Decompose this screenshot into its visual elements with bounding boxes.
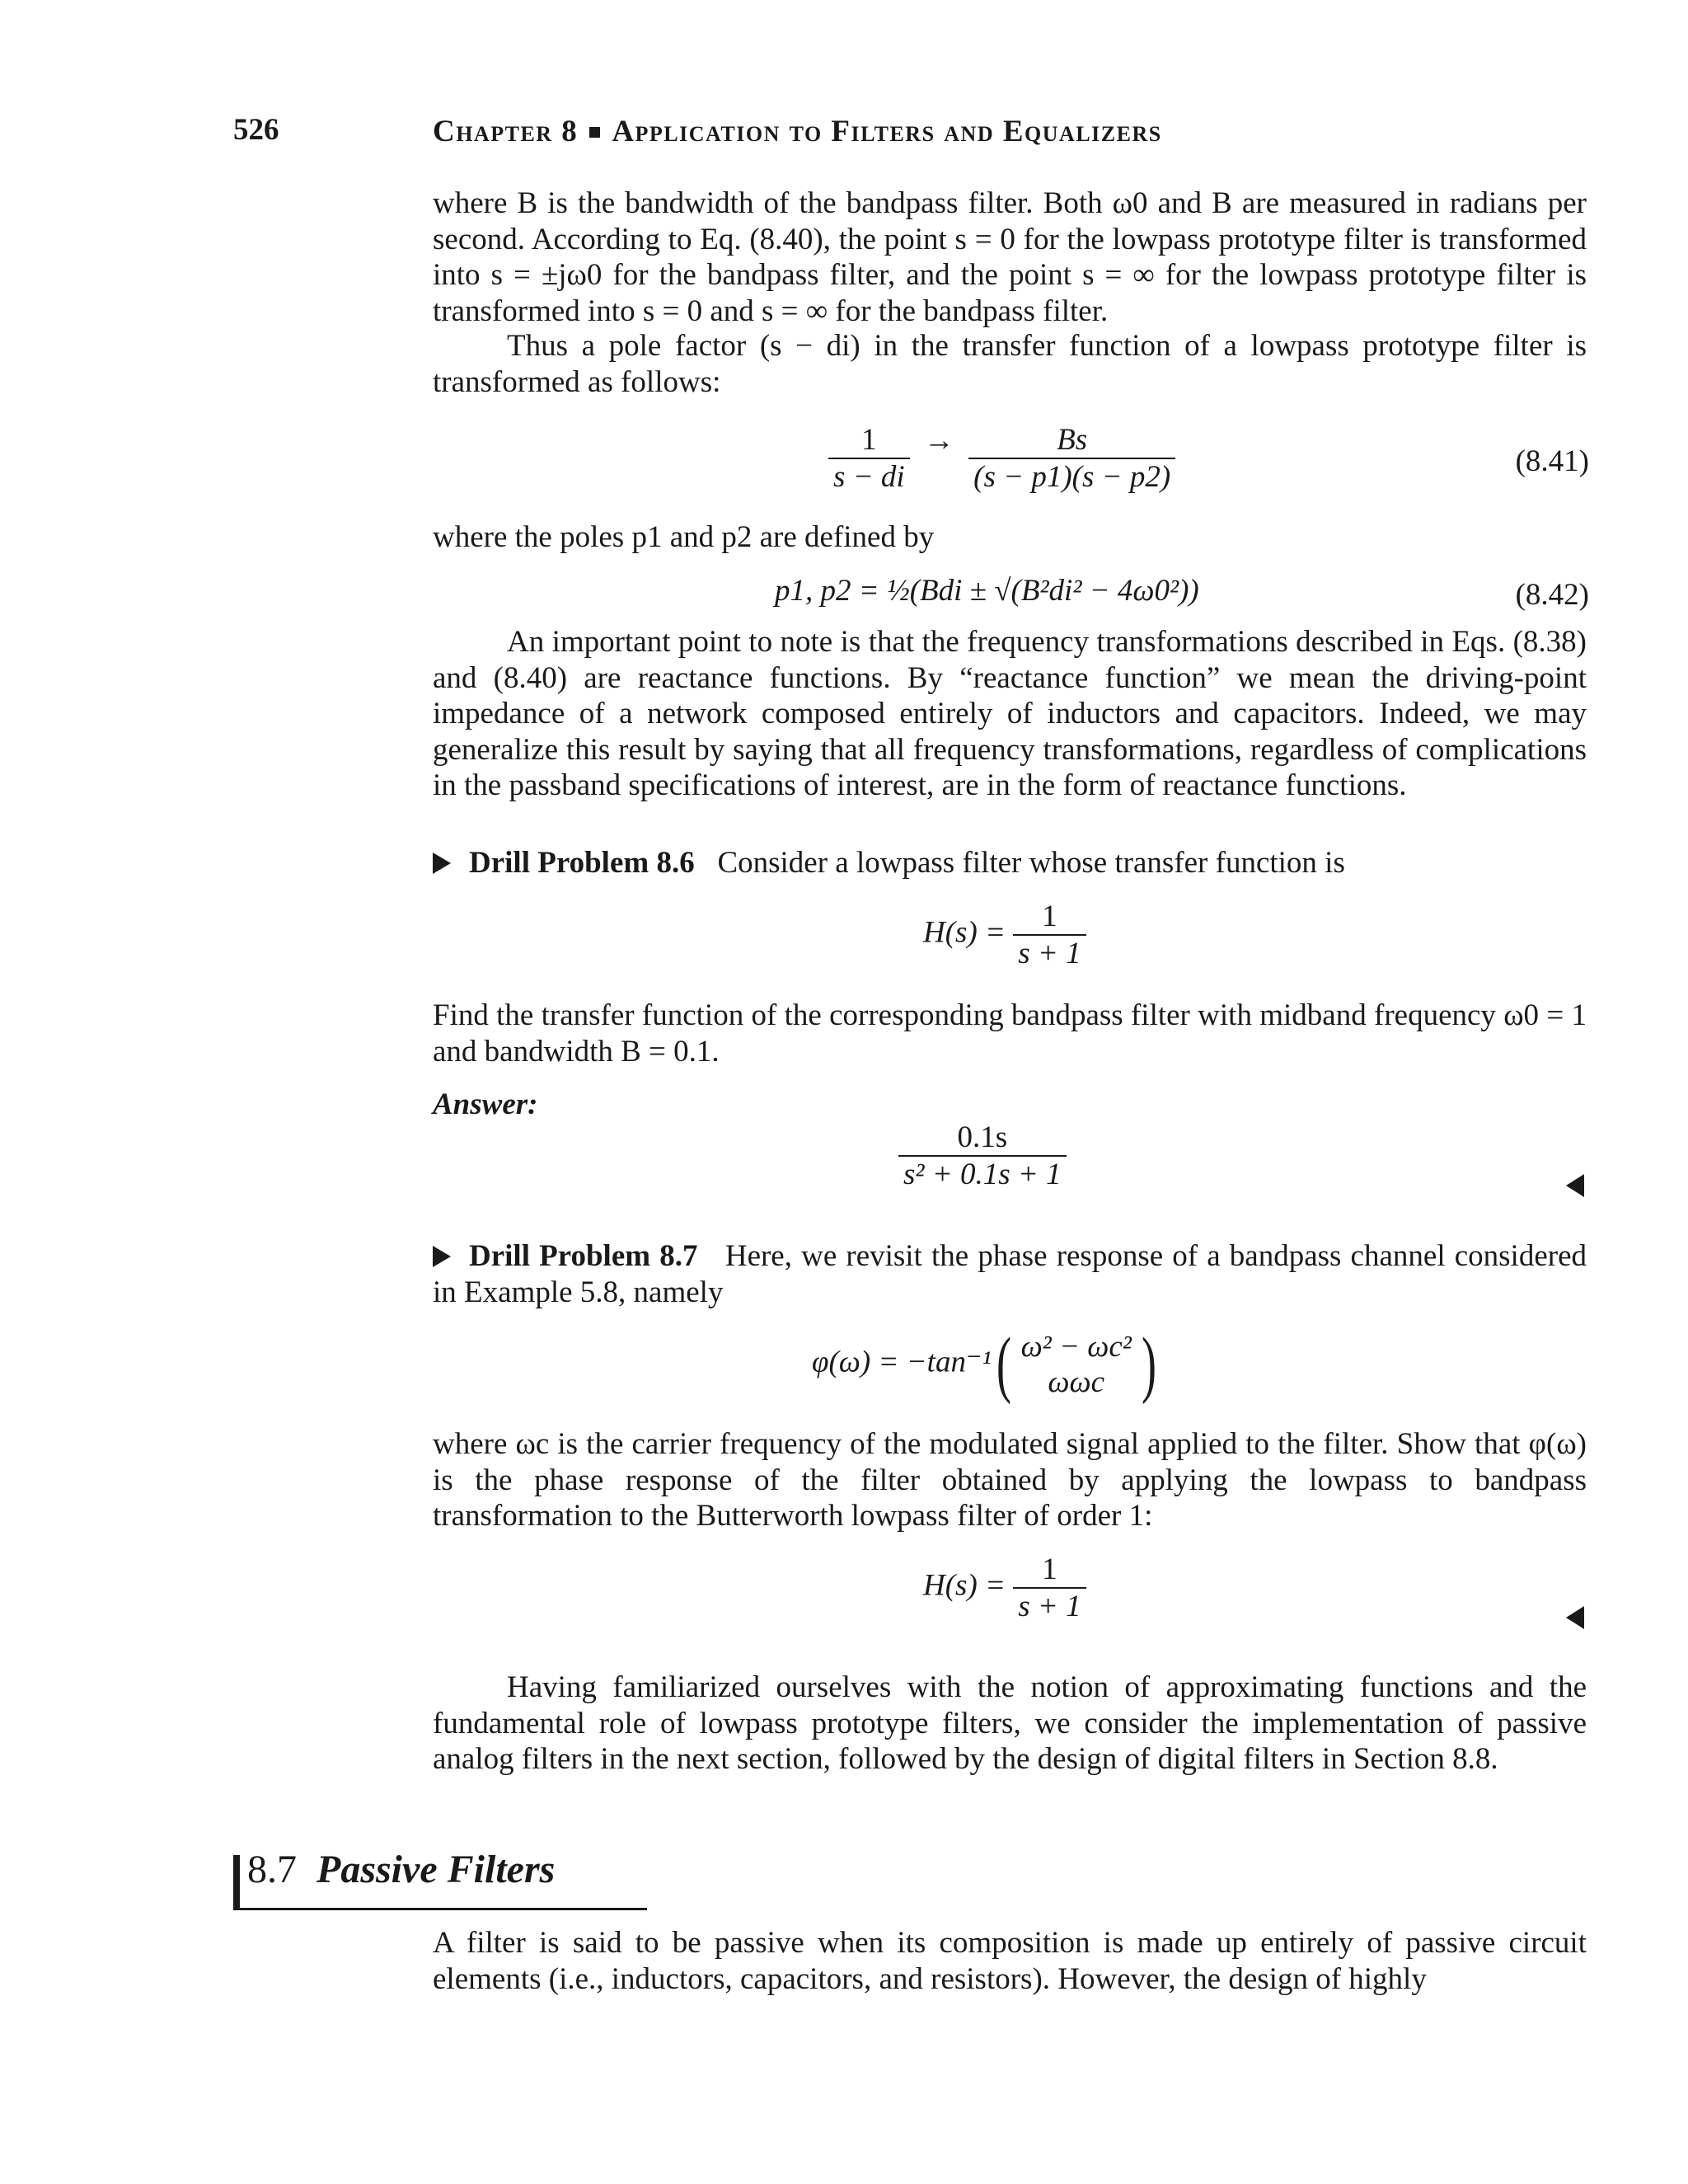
paragraph-poles-defined: where the poles p1 and p2 are defined by [433, 520, 935, 554]
chapter-label: Chapter 8 [433, 115, 579, 148]
equation-8-41: $\frac{1}{s - di}$ → $\frac{Bs}{(s - p1)(s - p2)}$ [828, 422, 1175, 495]
equation-h-s-2: H(s) = $\frac{1}{s + 1}$ [923, 1552, 1086, 1624]
triangle-right-icon [433, 852, 451, 874]
drill-8-6-find: Find the transfer function of the corresponding bandpass filter with midband frequency ω0 = 1 and bandwidth B = 0.1. [433, 998, 1587, 1069]
answer-label: Answer: [433, 1087, 538, 1121]
chapter-title: Application to Filters and Equalizers [612, 115, 1162, 148]
drill-label-8-6: Drill Problem 8.6 [469, 846, 695, 880]
drill-8-7-where: where ωc is the carrier frequency of the modulated signal applied to the filter. Show that φ(ω) is the phase response of the filter obtained by applying the lowpass to bandpass transformation to the Butterworth lowpass filter of order 1: [433, 1427, 1587, 1533]
square-bullet-icon [589, 127, 600, 138]
paragraph-reactance: An important point to note is that the frequency transformations described in Eqs. (8.38) and (8.40) are reactance functions. By “reactance function” we mean the driving-point impedance of a network composed entirely of inductors and capacitors. Indeed, we may generalize this result by saying that all frequency transformations, regardless of complications in the passband specifications of interest, are in the form of reactance functions. [433, 625, 1587, 802]
equation-phase-response: φ(ω) = −tan⁻¹( ω² − ωc² ωωc ) [812, 1323, 1156, 1405]
section-number: 8.7 [247, 1848, 297, 1891]
end-triangle-icon [1566, 1174, 1584, 1197]
equation-number-8-41: (8.41) [1515, 444, 1589, 478]
equation-8-42: p1, p2 = ½(Bdi ± √(B²di² − 4ω0²)) [775, 574, 1199, 608]
section-bar [233, 1855, 240, 1909]
equation-h-s-1: H(s) = $\frac{1}{s + 1}$ [923, 899, 1086, 971]
paragraph-summary: Having familiarized ourselves with the notion of approximating functions and the fundamental role of lowpass prototype filters, we consider the implementation of passive analog filters in the next section, followed by the design of digital filters in Section 8.8. [433, 1670, 1587, 1776]
drill-label-8-7: Drill Problem 8.7 [469, 1239, 698, 1273]
paragraph-bandwidth: where B is the bandwidth of the bandpass filter. Both ω0 and B are measured in radians per second. According to Eq. (8.40), the point s = 0 for the lowpass prototype filter is transformed into s = ±jω0 for the bandpass filter, and the point s = ∞ for the lowpass prototype filter is transformed into s = 0 and s = ∞ for the bandpass filter. [433, 186, 1587, 328]
paragraph-passive-definition: A filter is said to be passive when its composition is made up entirely of passive circuit elements (i.e., inductors, capacitors, and resistors). However, the design of highly [433, 1926, 1587, 1996]
paragraph-pole-factor: Thus a pole factor (s − di) in the transfer function of a lowpass prototype filter is transformed as follows: [433, 329, 1587, 399]
equation-number-8-42: (8.42) [1515, 578, 1589, 612]
drill-problem-8-6: Drill Problem 8.6 Consider a lowpass filter whose transfer function is [433, 845, 1587, 881]
section-heading [247, 1847, 555, 1892]
end-triangle-icon [1566, 1606, 1584, 1629]
running-header [433, 114, 1162, 149]
section-rule [233, 1908, 647, 1910]
page-number: 526 [233, 113, 279, 147]
equation-answer-8-6: $\frac{0.1s}{\text{s² + 0.1s + 1}}$ [898, 1120, 1067, 1192]
triangle-right-icon [433, 1246, 451, 1267]
drill-problem-8-7: Drill Problem 8.7 Here, we revisit the phase response of a bandpass channel considered in Example 5.8, namely [433, 1239, 1587, 1309]
section-title: Passive Filters [316, 1848, 556, 1891]
